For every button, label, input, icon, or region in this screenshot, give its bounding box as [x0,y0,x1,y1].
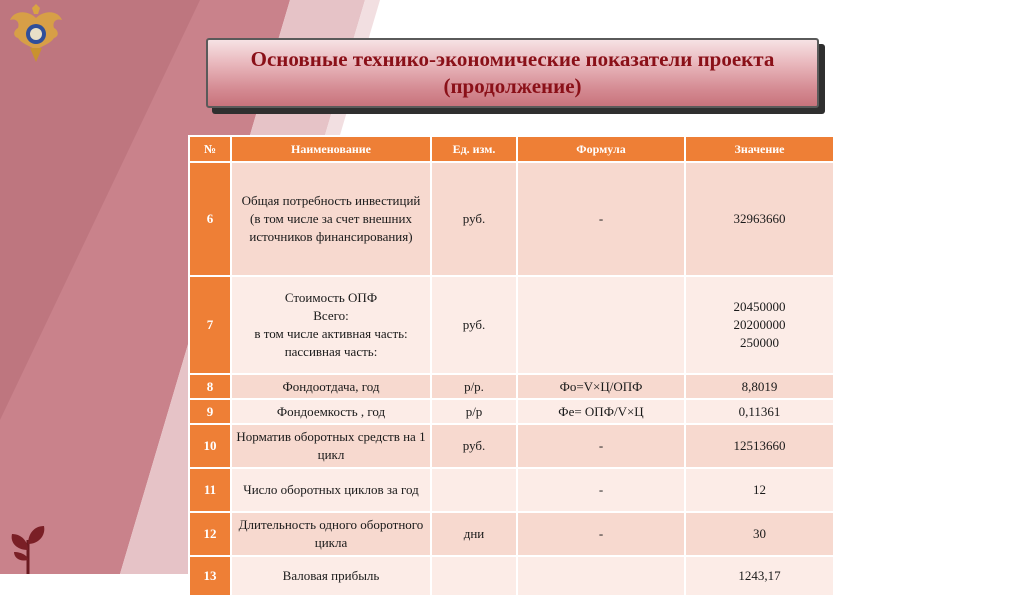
row-value: 0,11361 [685,399,834,424]
row-unit: дни [431,512,517,556]
table-row [189,556,834,596]
row-number: 7 [189,276,231,374]
row-formula: Фе= ОПФ/V×Ц [517,399,685,424]
header-number: № [189,136,231,162]
row-number: 12 [189,512,231,556]
table-row [189,276,834,374]
row-value: 12513660 [685,424,834,468]
title-banner [206,38,819,108]
row-formula: - [517,512,685,556]
row-formula: - [517,468,685,512]
table-row [189,374,834,399]
header-formula: Формула [517,136,685,162]
row-unit: руб. [431,162,517,276]
row-name: Валовая прибыль [231,556,431,596]
row-number: 13 [189,556,231,596]
table-row [189,468,834,512]
sprout-icon [6,520,50,574]
row-unit: р/р. [431,374,517,399]
row-name: Фондоемкость , год [231,399,431,424]
row-unit: р/р [431,399,517,424]
slide-title: Основные технико-экономические показатели проекта (продолжение) [250,47,775,98]
row-value: 30 [685,512,834,556]
header-name: Наименование [231,136,431,162]
row-number: 6 [189,162,231,276]
row-value: 12 [685,468,834,512]
row-value: 32963660 [685,162,834,276]
eagle-emblem-logo [6,4,66,66]
table-row [189,162,834,276]
row-value: 20450000 20200000 250000 [685,276,834,374]
row-name: Общая потребность инвестиций (в том числе за счет внешних источников финансирования) [231,162,431,276]
row-unit: руб. [431,424,517,468]
row-formula: - [517,424,685,468]
row-value: 8,8019 [685,374,834,399]
row-name: Стоимость ОПФ Всего: в том числе активная часть: пассивная часть: [231,276,431,374]
row-formula [517,276,685,374]
indicators-table [188,135,835,597]
row-unit: руб. [431,276,517,374]
row-name: Фондоотдача, год [231,374,431,399]
row-number: 11 [189,468,231,512]
row-unit [431,556,517,596]
row-formula [517,556,685,596]
row-unit [431,468,517,512]
header-unit: Ед. изм. [431,136,517,162]
row-name: Длительность одного оборотного цикла [231,512,431,556]
table-header-row [189,136,834,162]
row-name: Число оборотных циклов за год [231,468,431,512]
table-row [189,399,834,424]
row-number: 10 [189,424,231,468]
row-name: Норматив оборотных средств на 1 цикл [231,424,431,468]
table-row [189,512,834,556]
table-row [189,424,834,468]
row-value: 1243,17 [685,556,834,596]
row-formula: Фо=V×Ц/ОПФ [517,374,685,399]
row-formula: - [517,162,685,276]
row-number: 9 [189,399,231,424]
header-value: Значение [685,136,834,162]
row-number: 8 [189,374,231,399]
